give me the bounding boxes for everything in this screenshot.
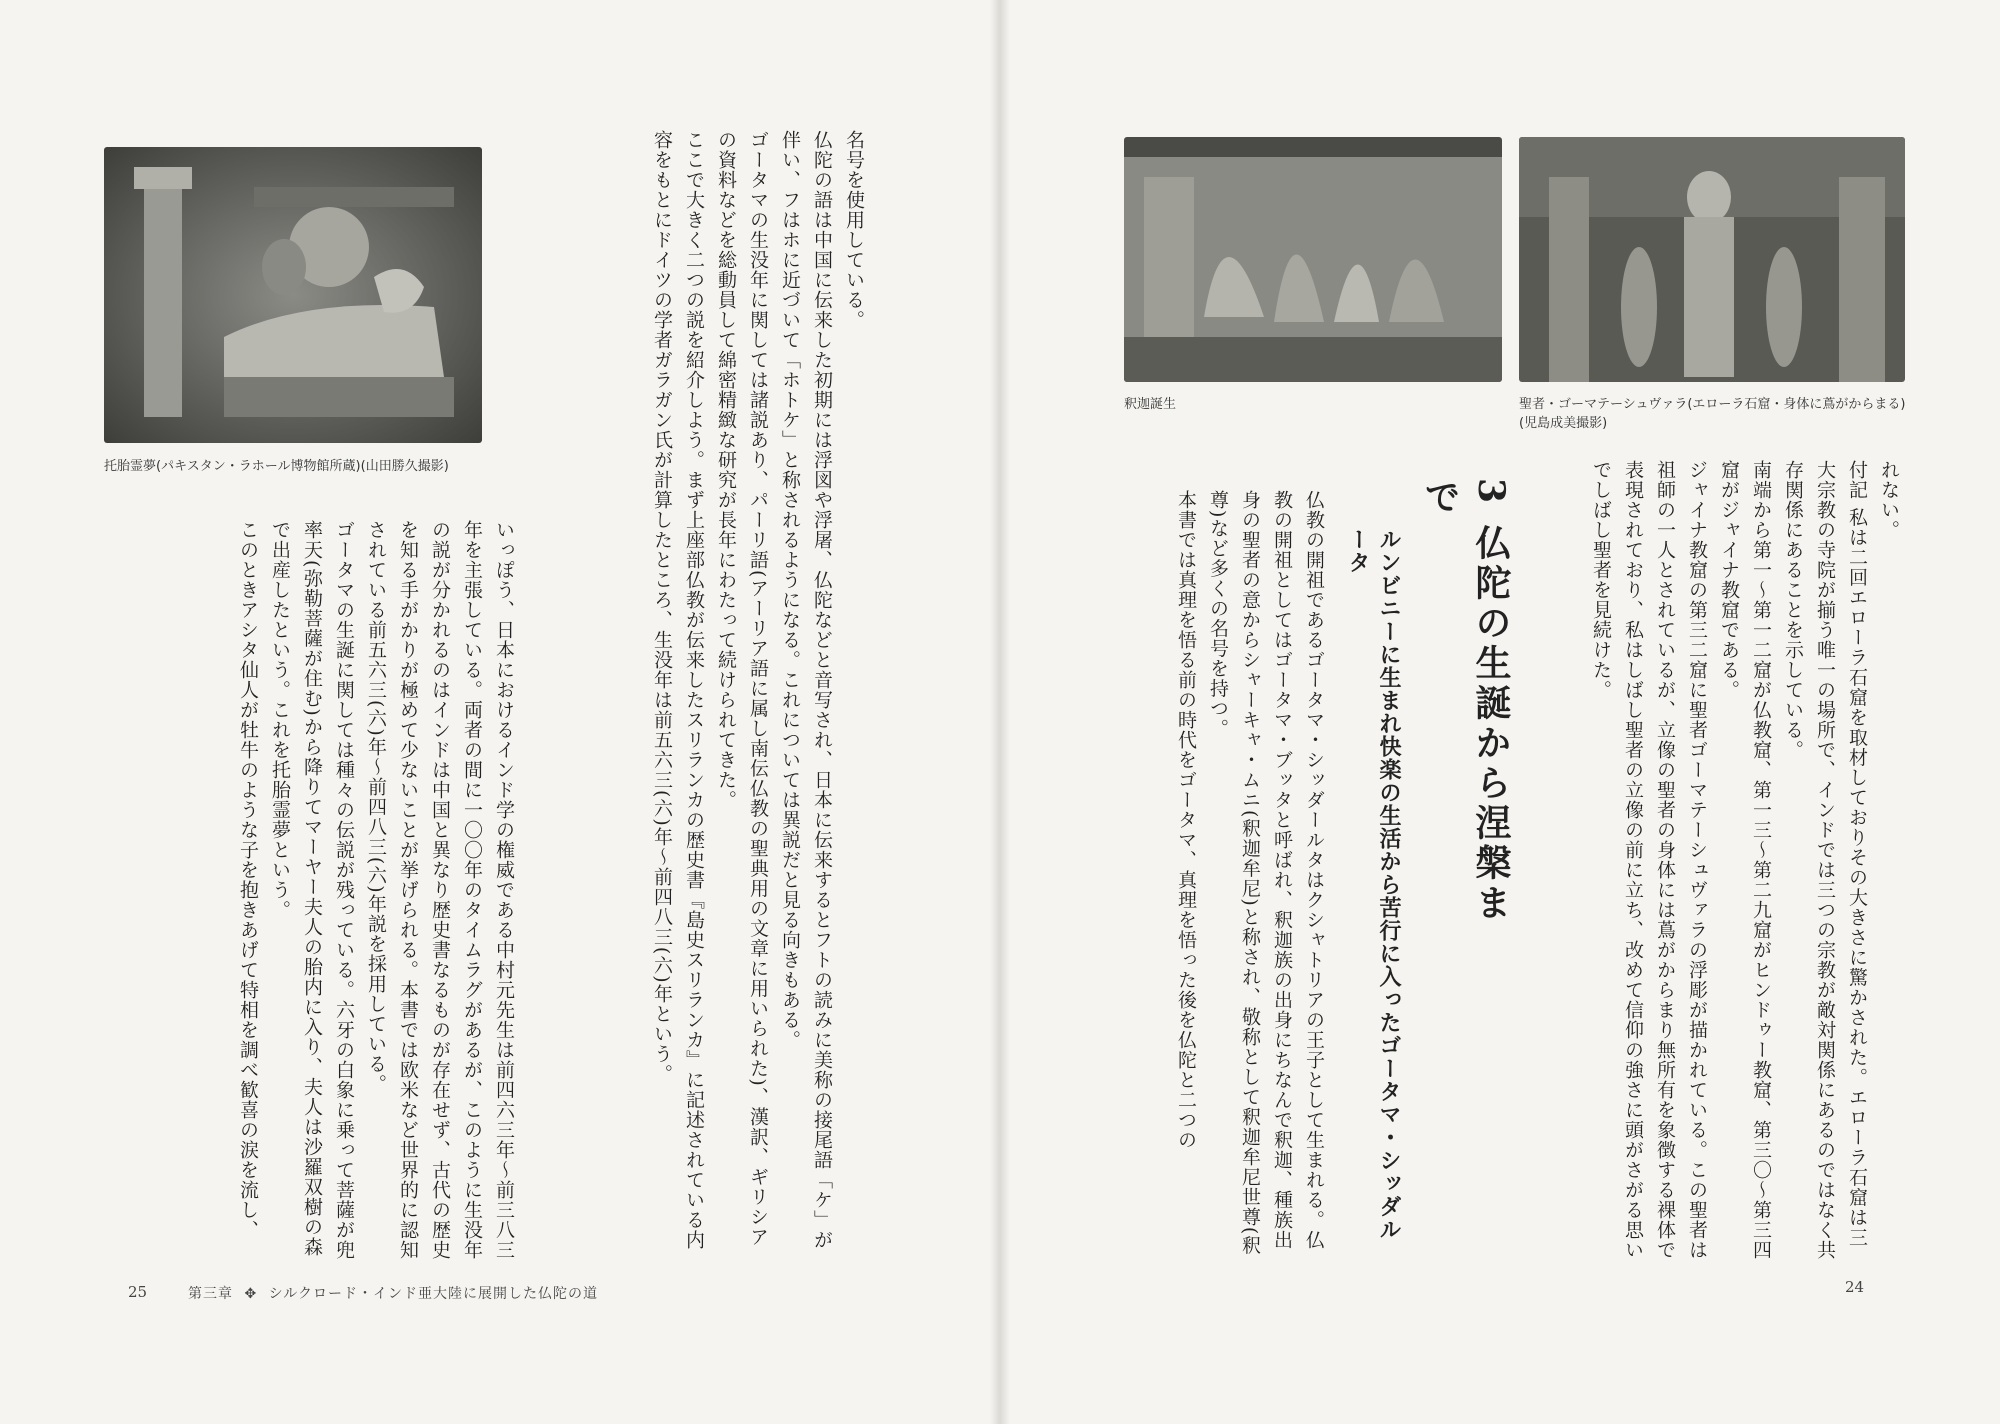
- photo-dream-conception: [104, 147, 482, 443]
- page-number: 24: [1845, 1278, 1865, 1296]
- paragraph: れない。: [1878, 460, 1900, 540]
- page-number: 25: [128, 1283, 148, 1301]
- paragraph: ここで大きく二つの説を紹介しよう。まず上座部仏教が伝来したスリランカの歴史書『島史スリランカ』に記述されている内容をもとにドイツの学者ガラガン氏が計算したところ、生没年は前五六三(六)年〜前四八三(六)年という。: [651, 130, 705, 1250]
- figure2-caption-line1: 聖者・ゴーマテーシュヴァラ(エローラ石窟・身体に蔦がからまる): [1519, 397, 1906, 412]
- photo-gomateshvara: [1519, 137, 1905, 382]
- left-upper-text: [525, 130, 870, 1260]
- paragraph: このときアシタ仙人が牡牛のような子を抱きあげて特相を調べ歓喜の涙を流し、: [237, 520, 259, 1240]
- figure-caption: 托胎霊夢(パキスタン・ラホール博物館所蔵)(山田勝久撮影): [104, 459, 449, 474]
- chapter-label: 第三章: [188, 1286, 233, 1302]
- right-page: [1010, 0, 2000, 1424]
- figure2-caption-line2: (児島成美撮影): [1519, 416, 1608, 431]
- right-lower-text: [1120, 490, 1330, 1260]
- paragraph: ジャイナ教窟の第三二窟に聖者ゴーマテーシュヴァラの浮彫が描かれている。この聖者は祖師の一人とされているが、立像の聖者の身体には蔦がからまり無所有を象徴する裸体で表現されており、私はしばし聖者の立像の前に立ち、改めて信仰の強さに頭がさがる思いでしばし聖者を見続けた。: [1590, 460, 1708, 1260]
- left-lower-text: [100, 520, 520, 1260]
- right-upper-text: [1530, 460, 1905, 1260]
- section-heading: 3 仏陀の生誕から涅槃まで: [1419, 478, 1512, 924]
- ornament-icon: ✥: [244, 1286, 258, 1302]
- left-page: [0, 0, 990, 1424]
- photo-birth-of-buddha: [1124, 137, 1502, 382]
- paragraph: いっぽう、日本におけるインド学の権威である中村元先生は前四六三年〜前三八三年を主張している。両者の間に一〇〇年のタイムラグがあるが、このように生没年の説が分かれるのはインドは中国と異なり歴史書なるものが存在せず、古代の歴史を知る手がかりが極めて少ないことが挙げられる。本書では欧米など世界的に認知されている前五六三(六)年〜前四八三(六)年説を採用している。: [365, 520, 515, 1260]
- paragraph: ゴータマの生誕に関しては種々の伝説が残っている。六牙の白象に乗って菩薩が兜率天(弥勒菩薩が住む)から降りてマーヤー夫人の胎内に入り、夫人は沙羅双樹の森で出産したという。これを托胎霊夢という。: [269, 520, 355, 1260]
- paragraph: 名号を使用している。: [843, 130, 865, 330]
- figure1-caption: 釈迦誕生: [1124, 397, 1177, 412]
- running-title: シルクロード・インド亜大陸に展開した仏陀の道: [268, 1286, 599, 1302]
- paragraph: ゴータマの生没年に関しては諸説あり、パーリ語(アーリア語に属し南伝仏教の聖典用の文章に用いられた)、漢訳、ギリシアの資料などを総動員して綿密精緻な研究が長年にわたって続けられてきた。: [715, 130, 769, 1247]
- running-head: [188, 1283, 598, 1303]
- figure2-caption: [1519, 393, 1906, 431]
- gutter: [990, 0, 1010, 1424]
- paragraph: 南端から第一〜第一二窟が仏教窟、第一三〜第二九窟がヒンドゥー教窟、第三〇〜第三四窟がジャイナ教窟である。: [1718, 460, 1772, 1260]
- paragraph: 仏教の開祖であるゴータマ・シッダールタはクシャトリアの王子として生まれる。仏教の開祖としてはゴータマ・ブッタと呼ばれ、釈迦族の出身にちなんで釈迦、種族出身の聖者の意からシャーキャ・ムニ(釈迦牟尼)と称され、敬称として釈迦牟尼世尊(釈尊)など多くの名号を持つ。: [1207, 490, 1325, 1256]
- paragraph: 付記 私は二回エローラ石窟を取材しておりその大きさに驚かされた。エローラ石窟は三大宗教の寺院が揃う唯一の場所で、インドでは三つの宗教が敵対関係にあるのではなく共存関係にあることを示している。: [1782, 460, 1868, 1260]
- sub-heading: ルンビニーに生まれ快楽の生活から苦行に入ったゴータマ・シッダルータ: [1345, 528, 1401, 1241]
- paragraph: 本書では真理を悟る前の時代をゴータマ、真理を悟った後を仏陀と二つの: [1175, 490, 1197, 1150]
- paragraph: 仏陀の語は中国に伝来した初期には浮図や浮屠、仏陀などと音写され、日本に伝来するとフトの読みに美称の接尾語「ケ」が伴い、フはホに近づいて「ホトケ」と称されるようになる。これについては異説だと見る向きもある。: [779, 130, 833, 1250]
